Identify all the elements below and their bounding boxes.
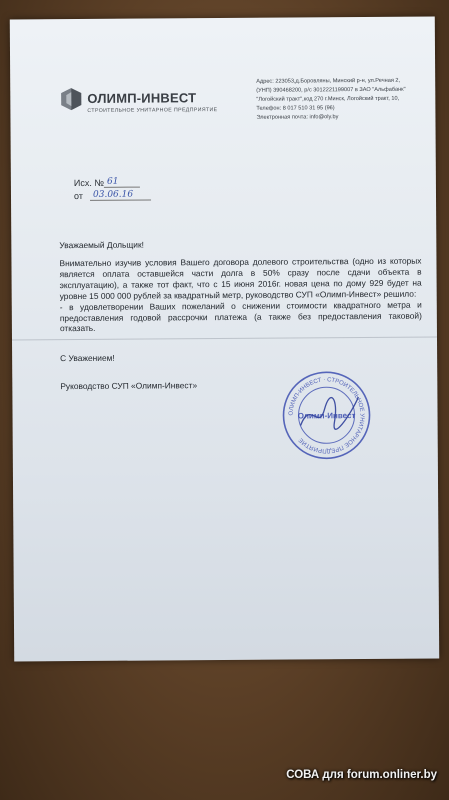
reference-number-value: 61	[104, 177, 140, 188]
company-logo-icon	[60, 87, 82, 111]
outgoing-reference	[74, 175, 151, 202]
address-line: Адрес: 223053,д.Боровляны, Минский р-н, ул.Речная 2,	[256, 77, 401, 85]
letter-paragraph: Внимательно изучив условия Вашего договора долевого строительства (одно из которых является оплата оставшейся части долга в 50% сразу после сдачи объекта в эксплуатацию), а также тот факт, что с 15 июня 2016г. новая цена по дому 929 будет на уровне 15 000 000 рублей за квадратный метр, руководство СУП «Олимп-Инвест» решило:	[59, 255, 422, 301]
letter-signatory: Руководство СУП «Олимп-Инвест»	[60, 380, 198, 392]
letter-paper	[10, 17, 439, 662]
paper-fold-line	[12, 337, 437, 341]
address-line: Электронная почта: info@oly.by	[256, 114, 339, 121]
letter-greeting: Уважаемый Дольщик!	[59, 239, 144, 251]
company-subtitle: СТРОИТЕЛЬНОЕ УНИТАРНОЕ ПРЕДПРИЯТИЕ	[87, 107, 218, 114]
reference-date-label: от	[73, 190, 83, 202]
address-line: (УНП) 390468200, р/с 3012221199007 в ЗАО "Альфабанк"	[256, 86, 406, 94]
reference-number-row	[74, 175, 151, 189]
address-line: Телефон: 8 017 510 31 95 (96)	[256, 105, 335, 112]
reference-date-row	[74, 188, 151, 202]
letter-body	[59, 256, 422, 335]
letter-paragraph: - в удовлетворении Ваших пожеланий о снижении стоимости квадратного метра и предоставления годовой рассрочки платежа (а также без предоставления таковой) отказать.	[59, 299, 422, 334]
reference-date-value: 03.06.16	[90, 190, 151, 201]
stamp-center-text: Олимп-Инвест	[297, 411, 356, 421]
letterhead-address	[256, 77, 431, 123]
photo-table-edge	[0, 762, 449, 800]
company-name: ОЛИМП-ИНВЕСТ	[87, 90, 197, 106]
stamp-ring-text: ОЛИМП-ИНВЕСТ · СТРОИТЕЛЬНОЕ УНИТАРНОЕ ПРЕДПРИЯТИЕ	[288, 377, 365, 454]
forum-watermark: СОВА для forum.onliner.by	[286, 769, 437, 781]
company-stamp	[280, 369, 373, 462]
address-line: "Логойский тракт",код 270 г.Минск, Логойский тракт, 10,	[256, 95, 400, 103]
reference-number-label: Исх. №	[73, 177, 105, 189]
letter-closing: С Уважением!	[60, 352, 115, 364]
